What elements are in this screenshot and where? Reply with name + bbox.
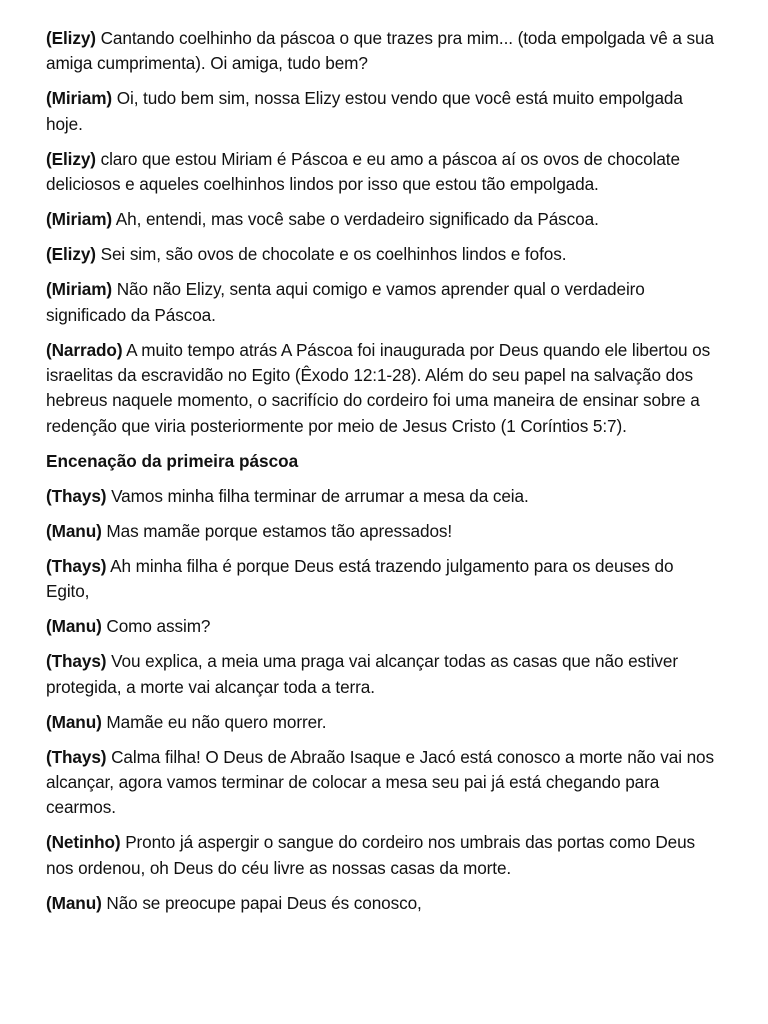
- dialogue-line: [46, 484, 716, 509]
- speaker-label: (Thays): [46, 555, 107, 576]
- dialogue-text: Vamos minha filha terminar de arrumar a mesa da ceia.: [106, 485, 529, 506]
- dialogue-text: Mas mamãe porque estamos tão apressados!: [101, 520, 453, 541]
- dialogue-line: [46, 519, 716, 544]
- dialogue-text: Sei sim, são ovos de chocolate e os coelhinhos lindos e fofos.: [95, 244, 567, 265]
- dialogue-text: Vou explica, a meia uma praga vai alcançar todas as casas que não estiver protegida, a morte vai alcançar toda a terra.: [46, 651, 679, 697]
- dialogue-line: [46, 277, 716, 328]
- speaker-label: (Manu): [46, 711, 102, 732]
- dialogue-text: Ah, entendi, mas você sabe o verdadeiro significado da Páscoa.: [112, 209, 599, 230]
- speaker-label: (Elizy): [46, 28, 96, 48]
- dialogue-text: Oi, tudo bem sim, nossa Elizy estou vendo que você está muito empolgada hoje.: [46, 88, 683, 134]
- speaker-label: (Miriam): [46, 88, 113, 109]
- dialogue-text: Ah minha filha é porque Deus está trazendo julgamento para os deuses do Egito,: [46, 555, 674, 602]
- speaker-label: (Manu): [46, 616, 102, 637]
- dialogue-line: [46, 710, 716, 735]
- narration-line: [46, 338, 716, 440]
- dialogue-text: claro que estou Miriam é Páscoa e eu amo a páscoa aí os ovos de chocolate deliciosos e aqueles coelhinhos lindos por isso que estou tão empolgada.: [46, 148, 680, 195]
- speaker-label: (Manu): [46, 520, 102, 541]
- dialogue-text: Mamãe eu não quero morrer.: [101, 711, 327, 732]
- speaker-label: (Thays): [46, 651, 107, 672]
- section-heading: Encenação da primeira páscoa: [46, 450, 299, 471]
- speaker-label: (Miriam): [46, 209, 113, 230]
- speaker-label: (Narrado): [46, 339, 123, 360]
- dialogue-line: [46, 26, 716, 77]
- speaker-label: (Elizy): [46, 148, 96, 169]
- speaker-label: (Thays): [46, 746, 107, 767]
- dialogue-line: [46, 242, 716, 267]
- speaker-label: (Netinho): [46, 832, 121, 853]
- dialogue-line: [46, 745, 716, 821]
- speaker-label: (Miriam): [46, 279, 113, 300]
- dialogue-text: Não não Elizy, senta aqui comigo e vamos aprender qual o verdadeiro significado da Páscoa.: [46, 279, 645, 325]
- dialogue-text: Pronto já aspergir o sangue do cordeiro nos umbrais das portas como Deus nos ordenou, oh Deus do céu livre as nossas casas da morte.: [46, 832, 696, 878]
- dialogue-line: [46, 554, 716, 605]
- speaker-label: (Thays): [46, 485, 107, 506]
- speaker-label: (Manu): [46, 892, 102, 913]
- dialogue-line: [46, 891, 716, 916]
- dialogue-line: [46, 614, 716, 639]
- dialogue-text: Calma filha! O Deus de Abraão Isaque e Jacó está conosco a morte não vai nos alcançar, agora vamos terminar de colocar a mesa seu pai já está chegando para cearmos.: [46, 746, 715, 818]
- dialogue-line: [46, 207, 716, 232]
- dialogue-text: Cantando coelhinho da páscoa o que trazes pra mim... (toda empolgada vê a sua amiga cumprimenta). Oi amiga, tudo bem?: [46, 28, 714, 74]
- dialogue-line: [46, 830, 716, 881]
- dialogue-line: [46, 86, 716, 137]
- dialogue-line: [46, 147, 716, 198]
- dialogue-text: Não se preocupe papai Deus és conosco,: [101, 892, 422, 913]
- dialogue-line: [46, 649, 716, 700]
- dialogue-text: A muito tempo atrás A Páscoa foi inaugurada por Deus quando ele libertou os israelitas da escravidão no Egito (Êxodo 12:1-28). Além do seu papel na salvação dos hebreus naquele momento, o sacrifício do cordeiro foi uma maneira de ensinar sobre a redenção que viria posteriormente por meio de Jesus Cristo (1 Coríntios 5:7).: [46, 339, 711, 436]
- speaker-label: (Elizy): [46, 244, 96, 265]
- dialogue-text: Como assim?: [101, 616, 211, 637]
